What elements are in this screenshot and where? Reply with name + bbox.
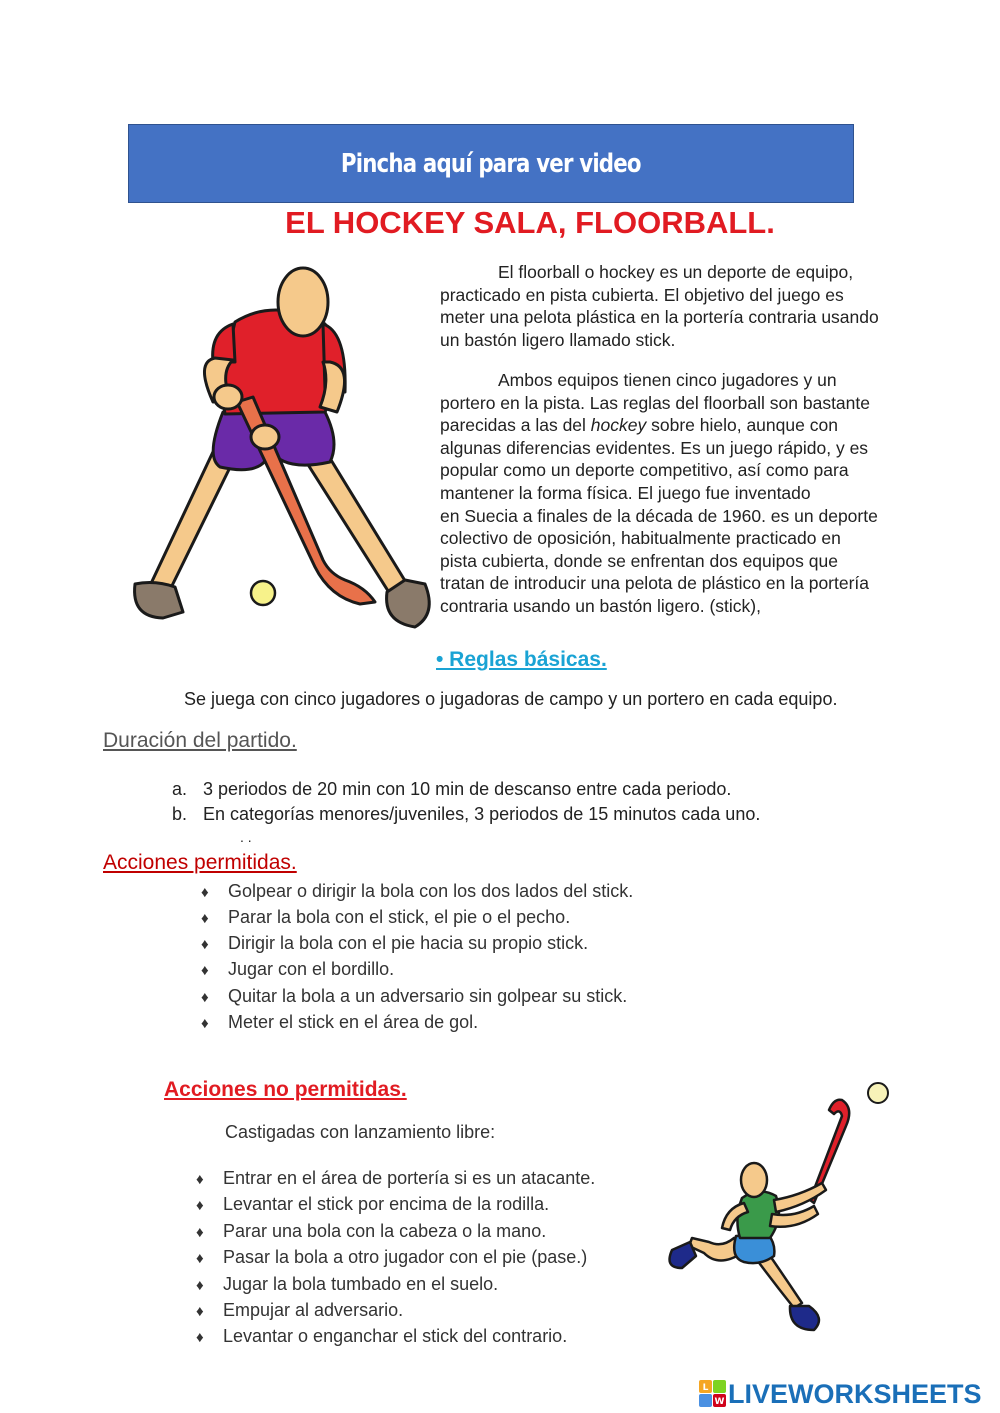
video-link-label[interactable]: Pincha aquí para ver video [341, 148, 641, 179]
intro-paragraph-1 [440, 261, 938, 351]
diamond-bullet-icon: ♦ [196, 1277, 204, 1294]
allowed-actions-heading: Acciones permitidas. [103, 851, 297, 874]
intro-p2-line: Ambos equipos tienen cinco jugadores y un [498, 370, 837, 390]
allowed-item: ♦ Parar la bola con el stick, el pie o el pecho. [201, 907, 571, 927]
intro-p2-line: portero en la pista. Las reglas del floorball son bastante [440, 392, 870, 413]
logo-mark-w: W [714, 1397, 725, 1407]
hockey-italic: hockey [590, 415, 647, 436]
diamond-bullet-icon: ♦ [196, 1329, 204, 1346]
not-allowed-item: ♦ Empujar al adversario. [196, 1300, 404, 1320]
diamond-bullet-icon: ♦ [201, 989, 209, 1006]
intro-p2-line: mantener la forma física. El juego fue inventado [440, 482, 811, 503]
logo-text: LIVEWORKSHEETS [728, 1378, 982, 1409]
rules-text: Se juega con cinco jugadores o jugadoras de campo y un portero en cada equipo. [184, 689, 838, 709]
page-title: EL HOCKEY SALA, FLOORBALL. [285, 205, 775, 240]
intro-p2-line: tratan de introducir una pelota de plástico en la portería [440, 573, 870, 594]
not-allowed-subtitle: Castigadas con lanzamiento libre: [225, 1122, 496, 1142]
video-link-banner[interactable] [128, 124, 854, 203]
intro-p2-line: parecidas a las del hockey sobre hielo, aunque con [440, 415, 838, 436]
list-item-text: En categorías menores/juveniles, 3 periodos de 15 minutos cada uno. [203, 804, 761, 824]
not-allowed-item: ♦ Levantar o enganchar el stick del contrario. [196, 1326, 568, 1346]
intro-p2-line: colectivo de oposición, habitualmente practicado en [440, 528, 841, 549]
intro-p2-line: pista cubierta, donde se enfrentan dos equipos que [440, 550, 838, 571]
running-player-illustration [664, 1078, 896, 1338]
diamond-bullet-icon: ♦ [201, 910, 209, 927]
rules-heading: • Reglas básicas. [436, 648, 607, 671]
diamond-bullet-icon: ♦ [201, 962, 209, 979]
intro-p1-line: un bastón ligero llamado stick. [440, 329, 676, 350]
diamond-bullet-icon: ♦ [201, 936, 209, 953]
intro-p2-line: en Suecia a finales de la década de 1960. es un deporte [440, 505, 878, 526]
diamond-bullet-icon: ♦ [196, 1303, 204, 1320]
diamond-bullet-icon: ♦ [196, 1250, 204, 1267]
list-item-text: 3 periodos de 20 min con 10 min de descanso entre cada periodo. [203, 779, 732, 799]
not-allowed-item: ♦ Pasar la bola a otro jugador con el pie (pase.) [196, 1247, 588, 1267]
stray-dots: . . [240, 829, 252, 845]
allowed-item: ♦ Meter el stick en el área de gol. [201, 1012, 479, 1032]
intro-paragraph-2 [440, 369, 938, 618]
floorball-player-illustration [125, 262, 440, 634]
diamond-bullet-icon: ♦ [201, 884, 209, 901]
duration-item-b [172, 804, 760, 825]
list-marker: b. [172, 804, 188, 824]
intro-p2-line: popular como un deporte competitivo, así como para [440, 460, 849, 481]
diamond-bullet-icon: ♦ [196, 1171, 204, 1188]
not-allowed-item: ♦ Parar una bola con la cabeza o la mano. [196, 1221, 547, 1241]
allowed-item: ♦ Dirigir la bola con el pie hacia su propio stick. [201, 933, 589, 953]
intro-p1-line: El floorball o hockey es un deporte de equipo, [498, 262, 854, 282]
diamond-bullet-icon: ♦ [201, 1015, 209, 1032]
allowed-item: ♦ Jugar con el bordillo. [201, 959, 395, 979]
intro-p1-line: practicado en pista cubierta. El objetivo del juego es [440, 284, 844, 305]
diamond-bullet-icon: ♦ [196, 1224, 204, 1241]
not-allowed-item: ♦ Jugar la bola tumbado en el suelo. [196, 1274, 499, 1294]
logo-mark-l: L [702, 1383, 709, 1393]
duration-heading: Duración del partido. [103, 729, 297, 752]
intro-p1-line: meter una pelota plástica en la portería contraria usando [440, 307, 879, 328]
diamond-bullet-icon: ♦ [196, 1197, 204, 1214]
liveworksheets-logo-icon [698, 1379, 728, 1409]
not-allowed-item: ♦ Entrar en el área de portería si es un atacante. [196, 1168, 596, 1188]
not-allowed-item: ♦ Levantar el stick por encima de la rodilla. [196, 1194, 550, 1214]
not-allowed-actions-heading: Acciones no permitidas. [164, 1078, 407, 1101]
intro-p2-line: algunas diferencias evidentes. Es un juego rápido, y es [440, 437, 869, 458]
intro-p2-line: contraria usando un bastón ligero. (stick), [440, 595, 761, 616]
liveworksheets-logo [698, 1378, 982, 1410]
duration-item-a [172, 779, 731, 800]
list-marker: a. [172, 779, 188, 799]
allowed-item: ♦ Golpear o dirigir la bola con los dos lados del stick. [201, 881, 634, 901]
allowed-item: ♦ Quitar la bola a un adversario sin golpear su stick. [201, 986, 628, 1006]
